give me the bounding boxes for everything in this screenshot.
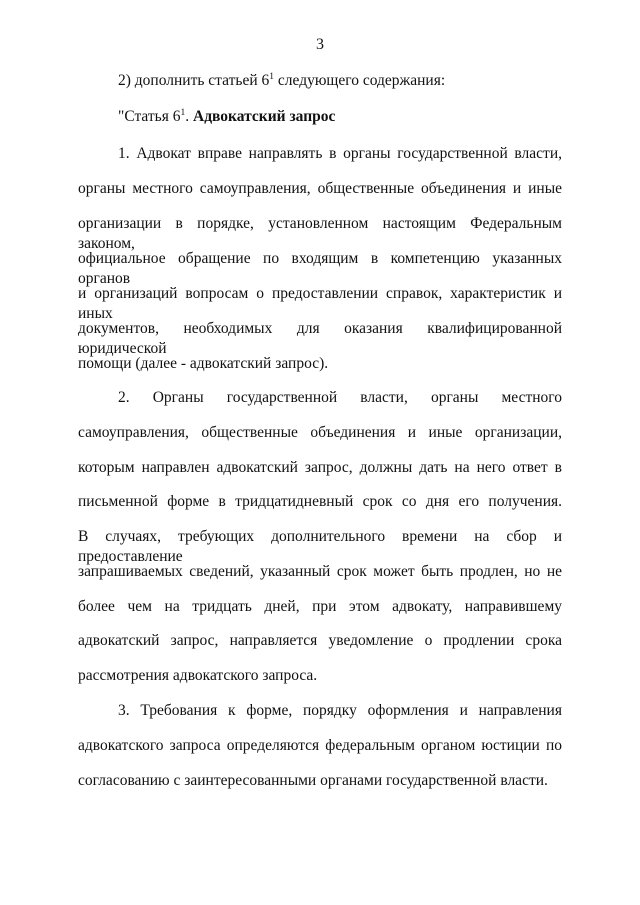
paragraph-line: 2. Органы государственной власти, органы местного: [118, 389, 562, 406]
intro-suffix: следующего содержания:: [274, 72, 446, 89]
article-heading-separator: .: [185, 108, 193, 125]
paragraph-line: самоуправления, общественные объединения и иные организации,: [78, 424, 562, 441]
article-heading: [118, 107, 562, 127]
paragraph-line: письменной форме в тридцатидневный срок со дня его получения.: [78, 493, 562, 510]
intro-prefix: 2) дополнить статьей 6: [118, 72, 270, 89]
paragraph-line: адвокатского запроса определяются федеральным органом юстиции по: [78, 737, 562, 754]
amendment-intro: [118, 71, 562, 91]
paragraph-line: более чем на тридцать дней, при этом адвокату, направившему: [78, 598, 562, 615]
paragraph-line: организации в порядке, установленном настоящим Федеральным законом,: [78, 215, 562, 252]
paragraph-line: которым направлен адвокатский запрос, должны дать на него ответ в: [78, 459, 562, 476]
paragraph-line: помощи (далее - адвокатский запрос).: [78, 355, 329, 372]
paragraph-line: В случаях, требующих дополнительного времени на сбор и предоставление: [78, 528, 562, 565]
paragraph-line: 1. Адвокат вправе направлять в органы государственной власти,: [118, 145, 562, 162]
paragraph-line: адвокатский запрос, направляется уведомление о продлении срока: [78, 632, 562, 649]
intro-superscript: 1: [269, 71, 275, 82]
paragraph-line: органы местного самоуправления, общественные объединения и иные: [78, 180, 562, 197]
page-number: 3: [316, 36, 324, 53]
paragraph-line: согласованию с заинтересованными органами государственной власти.: [78, 772, 548, 789]
article-heading-superscript: 1: [180, 107, 186, 118]
paragraph-line: и организаций вопросам о предоставлении справок, характеристик и иных: [78, 285, 562, 322]
paragraph-line: документов, необходимых для оказания квалифицированной юридической: [78, 320, 562, 357]
article-title: Адвокатский запрос: [193, 108, 336, 125]
paragraph-line: официальное обращение по входящим в компетенцию указанных органов: [78, 250, 562, 287]
paragraph-line: запрашиваемых сведений, указанный срок может быть продлен, но не: [78, 563, 562, 580]
paragraph-line: 3. Требования к форме, порядку оформления и направления: [118, 702, 562, 719]
article-heading-prefix: "Статья 6: [118, 108, 181, 125]
paragraph-line: рассмотрения адвокатского запроса.: [78, 667, 318, 684]
